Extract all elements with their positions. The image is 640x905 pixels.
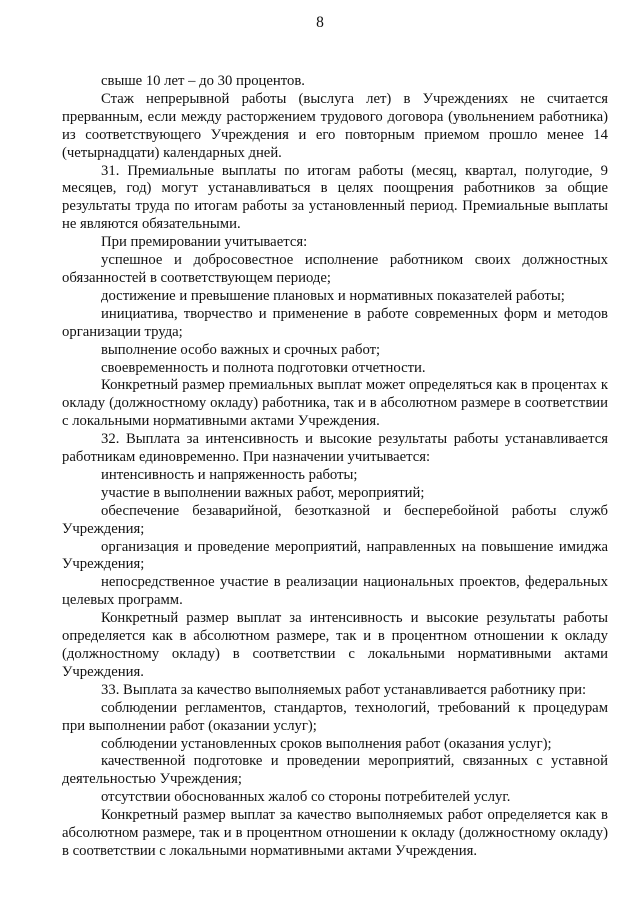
paragraph: 33. Выплата за качество выполняемых работ устанавливается работнику при:	[101, 681, 587, 698]
paragraph: соблюдении установленных сроков выполнения работ (оказания услуг);	[101, 735, 552, 752]
paragraph: свыше 10 лет – до 30 процентов.	[101, 73, 305, 89]
document-body	[62, 73, 608, 861]
paragraph: успешное и добросовестное исполнение работником своих должностных обязанностей в соответствующем периоде;	[62, 252, 608, 286]
paragraph: организация и проведение мероприятий, направленных на повышение имиджа Учреждения;	[62, 538, 608, 573]
paragraph: При премировании учитывается:	[101, 234, 308, 251]
paragraph: качественной подготовке и проведении мероприятий, связанных с уставной деятельностью Учреждения;	[62, 753, 608, 788]
paragraph: своевременность и полнота подготовки отчетности.	[101, 359, 426, 376]
paragraph: обеспечение безаварийной, безотказной и бесперебойной работы служб Учреждения;	[62, 502, 608, 537]
paragraph: Конкретный размер выплат за интенсивность и высокие результаты работы определяется как в абсолютном размере, так и в процентном отношении к окладу (должностному окладу) в соответствии с локальными нормативными актами Учреждения.	[62, 610, 608, 680]
paragraph: 31. Премиальные выплаты по итогам работы (месяц, квартал, полугодие, 9 месяцев, год) могут устанавливаться в целях поощрения работников за общие результаты труда по итогам работы за установленный период. Премиальные выплаты не являются обязательными.	[62, 162, 608, 233]
paragraph: достижение и превышение плановых и нормативных показателей работы;	[101, 287, 565, 304]
paragraph: участие в выполнении важных работ, мероприятий;	[101, 484, 425, 501]
paragraph: интенсивность и напряженность работы;	[101, 466, 358, 483]
paragraph: отсутствии обоснованных жалоб со стороны потребителей услуг.	[101, 789, 511, 806]
paragraph: непосредственное участие в реализации национальных проектов, федеральных целевых программ.	[62, 574, 608, 609]
paragraph: Конкретный размер выплат за качество выполняемых работ определяется как в абсолютном размере, так и в процентном отношении к окладу (должностному окладу) в соответствии с локальными нормативными актами Учреждения.	[62, 807, 608, 859]
paragraph: 32. Выплата за интенсивность и высокие результаты работы устанавливается работникам единовременно. При назначении учитывается:	[62, 431, 608, 466]
paragraph: соблюдении регламентов, стандартов, технологий, требований к процедурам при выполнении работ (оказании услуг);	[62, 699, 608, 734]
paragraph: выполнение особо важных и срочных работ;	[101, 341, 381, 358]
paragraph: Стаж непрерывной работы (выслуга лет) в Учреждениях не считается прерванным, если между расторжением трудового договора (увольнением работника) из соответствующего Учреждения и его повторным приемом прошло менее 14 (четырнадцати) календарных дней.	[62, 90, 608, 161]
paragraph: Конкретный размер премиальных выплат может определяться как в процентах к окладу (должностному окладу) работника, так и в абсолютном размере в соответствии с локальными нормативными актами Учреждения.	[62, 377, 608, 430]
paragraph: инициатива, творчество и применение в работе современных форм и методов организации труда;	[62, 305, 608, 340]
page-number: 8	[316, 14, 324, 31]
